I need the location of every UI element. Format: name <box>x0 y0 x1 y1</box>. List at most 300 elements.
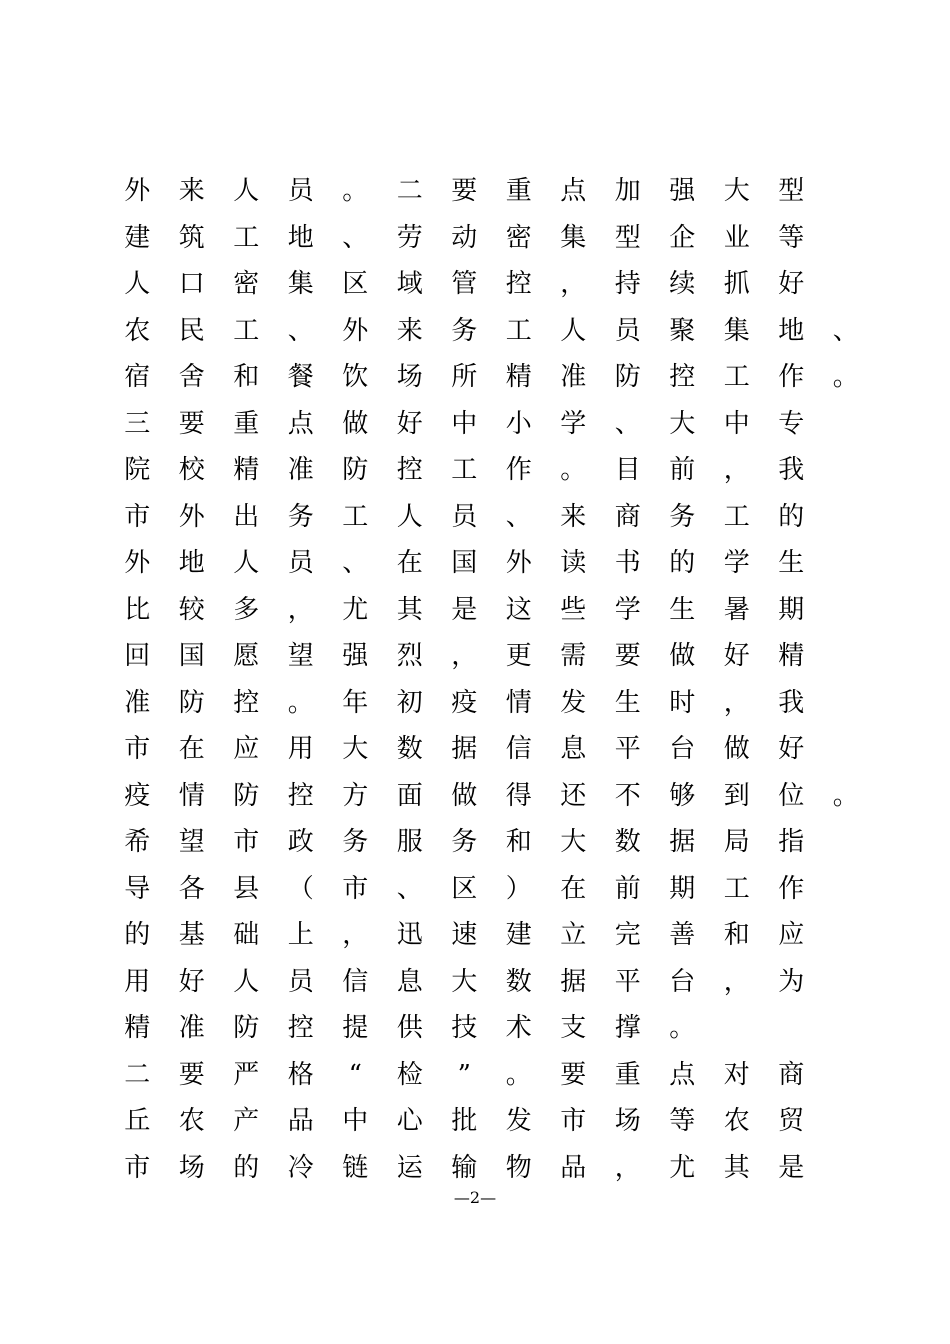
text-char: 。 <box>505 1059 532 1090</box>
text-char: 建 <box>505 920 532 950</box>
text-char: ） <box>505 873 532 904</box>
text-char: 、 <box>832 315 859 346</box>
text-char: 准 <box>560 362 587 392</box>
text-char: 品 <box>287 1106 314 1136</box>
text-char: 的 <box>669 548 696 578</box>
text-char: 二 <box>124 1059 151 1090</box>
text-char: 其 <box>396 594 423 625</box>
text-char: 精 <box>233 455 260 485</box>
text-char: 市 <box>342 873 369 904</box>
text-char: ， <box>723 966 750 997</box>
text-char: 生 <box>778 548 805 578</box>
text-char: 三 <box>124 408 151 439</box>
text-char: 精 <box>124 1013 151 1043</box>
text-char: 发 <box>560 687 587 718</box>
text-char: 工 <box>233 315 260 346</box>
text-char: 些 <box>560 594 587 625</box>
text-char: 外 <box>342 315 369 346</box>
text-char: 商 <box>778 1059 805 1090</box>
text-char: 指 <box>778 827 805 857</box>
text-char: 域 <box>396 269 423 299</box>
text-char: 、 <box>287 315 314 346</box>
text-char: 学 <box>560 408 587 439</box>
text-char: 应 <box>778 920 805 950</box>
text-char: 商 <box>614 501 641 532</box>
text-line <box>110 773 890 820</box>
text-char: 场 <box>396 362 423 392</box>
text-char: 防 <box>614 362 641 392</box>
text-char: 望 <box>287 641 314 671</box>
text-char: 管 <box>451 269 478 299</box>
text-char: 多 <box>233 594 260 625</box>
text-line <box>110 494 890 541</box>
text-char: 准 <box>124 687 151 718</box>
text-char: 县 <box>233 873 260 904</box>
text-char: 期 <box>778 594 805 625</box>
text-char: 来 <box>560 501 587 532</box>
text-char: 是 <box>778 1152 805 1183</box>
text-char: 各 <box>178 873 205 904</box>
text-char: 。 <box>342 176 369 206</box>
text-char: 型 <box>614 222 641 253</box>
text-char: 要 <box>451 176 478 206</box>
text-char: 务 <box>669 501 696 532</box>
text-char: 数 <box>396 734 423 764</box>
text-char: 作 <box>778 362 805 392</box>
text-char: 国 <box>451 548 478 578</box>
text-char: 冷 <box>287 1152 314 1183</box>
text-char: 二 <box>396 176 423 206</box>
text-char: 物 <box>505 1152 532 1183</box>
text-char: 精 <box>505 362 532 392</box>
text-char: 外 <box>178 501 205 532</box>
text-char: 工 <box>723 501 750 532</box>
text-char: 工 <box>233 222 260 253</box>
body-text <box>110 168 890 1191</box>
text-char: 息 <box>396 966 423 997</box>
text-char: 做 <box>451 780 478 811</box>
text-char: 作 <box>778 873 805 904</box>
text-char: 的 <box>233 1152 260 1183</box>
text-char: 所 <box>451 362 478 392</box>
text-char: 员 <box>287 176 314 206</box>
text-char: 做 <box>669 641 696 671</box>
text-char: 工 <box>723 362 750 392</box>
text-char: 强 <box>669 176 696 206</box>
text-char: ” <box>457 1059 471 1090</box>
text-char: 持 <box>614 269 641 299</box>
text-char: 市 <box>560 1106 587 1136</box>
text-char: 宿 <box>124 362 151 392</box>
text-char: 建 <box>124 222 151 253</box>
text-char: ， <box>723 687 750 718</box>
text-char: 据 <box>451 734 478 764</box>
text-char: 大 <box>451 966 478 997</box>
text-char: 区 <box>451 873 478 904</box>
text-char: （ <box>287 873 314 904</box>
text-char: 够 <box>669 780 696 811</box>
text-line <box>110 540 890 587</box>
text-char: 口 <box>178 269 205 299</box>
text-char: 外 <box>505 548 532 578</box>
text-char: 重 <box>233 408 260 439</box>
text-char: 尤 <box>669 1152 696 1183</box>
text-char: 人 <box>233 966 260 997</box>
text-char: 地 <box>287 222 314 253</box>
text-char: 方 <box>342 780 369 811</box>
text-char: 初 <box>396 687 423 718</box>
text-char: 出 <box>233 501 260 532</box>
text-char: 烈 <box>396 641 423 671</box>
text-char: 希 <box>124 827 151 857</box>
text-char: ， <box>560 269 587 299</box>
text-char: 。 <box>832 362 859 392</box>
text-char: 我 <box>778 687 805 718</box>
text-char: 善 <box>669 920 696 950</box>
text-char: 人 <box>560 315 587 346</box>
page-number: —2— <box>453 1188 497 1207</box>
text-char: 其 <box>723 1152 750 1183</box>
text-char: ， <box>723 455 750 485</box>
text-char: 立 <box>560 920 587 950</box>
text-line <box>110 959 890 1006</box>
text-char: 严 <box>233 1059 260 1090</box>
text-char: 中 <box>723 408 750 439</box>
text-line <box>110 1098 890 1145</box>
text-char: 年 <box>342 687 369 718</box>
text-char: 丘 <box>124 1106 151 1136</box>
text-char: 劳 <box>396 222 423 253</box>
text-char: 用 <box>124 966 151 997</box>
text-char: 中 <box>342 1106 369 1136</box>
text-line <box>110 1145 890 1192</box>
text-char: 时 <box>669 687 696 718</box>
text-char: 平 <box>614 966 641 997</box>
text-char: 。 <box>832 780 859 811</box>
text-char: 信 <box>342 966 369 997</box>
text-line <box>110 168 890 215</box>
text-char: ， <box>614 1152 641 1183</box>
text-char: 企 <box>669 222 696 253</box>
text-char: 较 <box>178 594 205 625</box>
text-char: 在 <box>178 734 205 764</box>
text-char: 中 <box>451 408 478 439</box>
text-char: 聚 <box>669 315 696 346</box>
text-char: 在 <box>396 548 423 578</box>
text-char: 政 <box>287 827 314 857</box>
text-char: 、 <box>342 222 369 253</box>
text-line <box>110 1052 890 1099</box>
text-char: 集 <box>560 222 587 253</box>
text-char: 。 <box>287 687 314 718</box>
text-char: 品 <box>560 1152 587 1183</box>
text-char: 饮 <box>342 362 369 392</box>
text-char: 运 <box>396 1152 423 1183</box>
text-char: 市 <box>124 501 151 532</box>
text-char: 大 <box>560 827 587 857</box>
text-char: 餐 <box>287 362 314 392</box>
text-char: 抓 <box>723 269 750 299</box>
text-char: 、 <box>505 501 532 532</box>
text-char: 愿 <box>233 641 260 671</box>
text-char: 批 <box>451 1106 478 1136</box>
text-char: “ <box>348 1059 362 1090</box>
text-char: 这 <box>505 594 532 625</box>
text-char: 控 <box>233 687 260 718</box>
text-char: 发 <box>505 1106 532 1136</box>
text-line <box>110 819 890 866</box>
text-char: 我 <box>778 455 805 485</box>
text-char: 集 <box>723 315 750 346</box>
text-char: 的 <box>778 501 805 532</box>
text-char: 防 <box>342 455 369 485</box>
text-char: 等 <box>778 222 805 253</box>
text-char: 生 <box>669 594 696 625</box>
text-line <box>110 866 890 913</box>
text-char: 舍 <box>178 362 205 392</box>
text-char: ， <box>451 641 478 671</box>
text-char: 是 <box>451 594 478 625</box>
text-char: ， <box>287 594 314 625</box>
text-char: 要 <box>560 1059 587 1090</box>
text-char: 贸 <box>778 1106 805 1136</box>
text-char: 供 <box>396 1013 423 1043</box>
text-line <box>110 447 890 494</box>
text-char: 地 <box>778 315 805 346</box>
text-char: 防 <box>233 780 260 811</box>
text-char: 重 <box>505 176 532 206</box>
text-char: 精 <box>778 641 805 671</box>
text-char: 据 <box>669 827 696 857</box>
text-char: 大 <box>723 176 750 206</box>
text-char: 息 <box>560 734 587 764</box>
text-char: 迅 <box>396 920 423 950</box>
text-char: 来 <box>396 315 423 346</box>
text-char: 校 <box>178 455 205 485</box>
text-char: 员 <box>287 548 314 578</box>
text-char: 望 <box>178 827 205 857</box>
text-char: 导 <box>124 873 151 904</box>
text-line <box>110 215 890 262</box>
text-char: 控 <box>287 780 314 811</box>
text-char: 人 <box>233 548 260 578</box>
text-char: 人 <box>233 176 260 206</box>
text-char: 和 <box>233 362 260 392</box>
text-char: 小 <box>505 408 532 439</box>
text-char: 服 <box>396 827 423 857</box>
text-char: 好 <box>723 641 750 671</box>
text-char: 心 <box>396 1106 423 1136</box>
text-char: 员 <box>287 966 314 997</box>
text-char: 比 <box>124 594 151 625</box>
text-char: 民 <box>178 315 205 346</box>
text-char: 不 <box>614 780 641 811</box>
text-char: 情 <box>178 780 205 811</box>
text-char: 人 <box>124 269 151 299</box>
text-char: 基 <box>178 920 205 950</box>
text-char: 重 <box>614 1059 641 1090</box>
text-line <box>110 308 890 355</box>
text-char: 务 <box>287 501 314 532</box>
text-char: 位 <box>778 780 805 811</box>
text-char: 市 <box>124 1152 151 1183</box>
text-char: 上 <box>287 920 314 950</box>
text-char: 应 <box>233 734 260 764</box>
text-char: 得 <box>505 780 532 811</box>
text-char: 农 <box>124 315 151 346</box>
text-char: 链 <box>342 1152 369 1183</box>
text-char: 市 <box>233 827 260 857</box>
text-char: 院 <box>124 455 151 485</box>
text-char: 国 <box>178 641 205 671</box>
text-line <box>110 1005 890 1052</box>
text-char: 尤 <box>342 594 369 625</box>
text-char: 筑 <box>178 222 205 253</box>
text-char: 好 <box>178 966 205 997</box>
text-char: 专 <box>778 408 805 439</box>
text-char: 更 <box>505 641 532 671</box>
text-char: 数 <box>505 966 532 997</box>
text-char: 台 <box>669 966 696 997</box>
text-char: 目 <box>614 455 641 485</box>
text-char: 外 <box>124 176 151 206</box>
text-char: 区 <box>342 269 369 299</box>
text-char: 生 <box>614 687 641 718</box>
text-char: 做 <box>342 408 369 439</box>
text-char: 控 <box>396 455 423 485</box>
text-char: 读 <box>560 548 587 578</box>
text-char: 输 <box>451 1152 478 1183</box>
text-char: 书 <box>614 548 641 578</box>
text-char: 、 <box>396 873 423 904</box>
text-char: 要 <box>614 641 641 671</box>
text-char: 人 <box>396 501 423 532</box>
text-char: 外 <box>124 548 151 578</box>
text-char: 疫 <box>124 780 151 811</box>
text-char: 回 <box>124 641 151 671</box>
text-char: 产 <box>233 1106 260 1136</box>
text-char: 前 <box>669 455 696 485</box>
text-char: 强 <box>342 641 369 671</box>
text-char: 做 <box>723 734 750 764</box>
text-char: 、 <box>342 548 369 578</box>
text-char: 员 <box>614 315 641 346</box>
text-char: 作 <box>505 455 532 485</box>
text-char: 防 <box>233 1013 260 1043</box>
text-char: 提 <box>342 1013 369 1043</box>
text-char: 和 <box>723 920 750 950</box>
text-char: 、 <box>614 408 641 439</box>
text-char: 准 <box>178 1013 205 1043</box>
text-line <box>110 680 890 727</box>
text-char: 和 <box>505 827 532 857</box>
text-char: 。 <box>560 455 587 485</box>
text-char: 场 <box>614 1106 641 1136</box>
text-char: 需 <box>560 641 587 671</box>
text-line <box>110 354 890 401</box>
text-char: 技 <box>451 1013 478 1043</box>
text-char: 控 <box>287 1013 314 1043</box>
text-char: 型 <box>778 176 805 206</box>
text-char: 为 <box>778 966 805 997</box>
text-char: 局 <box>723 827 750 857</box>
text-char: 续 <box>669 269 696 299</box>
text-char: 工 <box>451 455 478 485</box>
text-char: 来 <box>178 176 205 206</box>
text-char: 台 <box>669 734 696 764</box>
text-char: 对 <box>723 1059 750 1090</box>
text-char: 学 <box>614 594 641 625</box>
text-char: ， <box>342 920 369 950</box>
text-char: 支 <box>560 1013 587 1043</box>
text-char: 数 <box>614 827 641 857</box>
text-char: 好 <box>778 734 805 764</box>
text-char: 面 <box>396 780 423 811</box>
text-line <box>110 726 890 773</box>
text-line <box>110 633 890 680</box>
text-char: 好 <box>396 408 423 439</box>
text-char: 点 <box>287 408 314 439</box>
text-char: 密 <box>505 222 532 253</box>
text-char: 工 <box>342 501 369 532</box>
text-char: 控 <box>505 269 532 299</box>
text-char: 还 <box>560 780 587 811</box>
text-line <box>110 261 890 308</box>
text-char: 防 <box>178 687 205 718</box>
text-char: 场 <box>178 1152 205 1183</box>
text-char: 完 <box>614 920 641 950</box>
text-char: 地 <box>178 548 205 578</box>
text-char: 等 <box>669 1106 696 1136</box>
text-char: 暑 <box>723 594 750 625</box>
text-char: 点 <box>560 176 587 206</box>
text-char: 务 <box>342 827 369 857</box>
text-char: 术 <box>505 1013 532 1043</box>
text-char: 情 <box>505 687 532 718</box>
text-char: 大 <box>342 734 369 764</box>
text-char: 控 <box>669 362 696 392</box>
text-char: 动 <box>451 222 478 253</box>
text-char: 农 <box>178 1106 205 1136</box>
text-char: 大 <box>669 408 696 439</box>
text-char: 加 <box>614 176 641 206</box>
text-char: 业 <box>723 222 750 253</box>
text-char: 好 <box>778 269 805 299</box>
text-char: 格 <box>287 1059 314 1090</box>
text-char: 的 <box>124 920 151 950</box>
text-char: 学 <box>723 548 750 578</box>
text-char: 期 <box>669 873 696 904</box>
text-char: 速 <box>451 920 478 950</box>
text-char: 工 <box>505 315 532 346</box>
text-char: 用 <box>287 734 314 764</box>
text-char: 点 <box>669 1059 696 1090</box>
text-char: 据 <box>560 966 587 997</box>
text-char: 农 <box>723 1106 750 1136</box>
text-char: 疫 <box>451 687 478 718</box>
text-char: 员 <box>451 501 478 532</box>
text-char: 检 <box>396 1059 423 1090</box>
text-char: 要 <box>178 1059 205 1090</box>
text-char: 础 <box>233 920 260 950</box>
text-char: 平 <box>614 734 641 764</box>
text-char: 要 <box>178 408 205 439</box>
text-char: 在 <box>560 873 587 904</box>
text-char: 准 <box>287 455 314 485</box>
text-char: 前 <box>614 873 641 904</box>
text-char: 市 <box>124 734 151 764</box>
text-char: 信 <box>505 734 532 764</box>
